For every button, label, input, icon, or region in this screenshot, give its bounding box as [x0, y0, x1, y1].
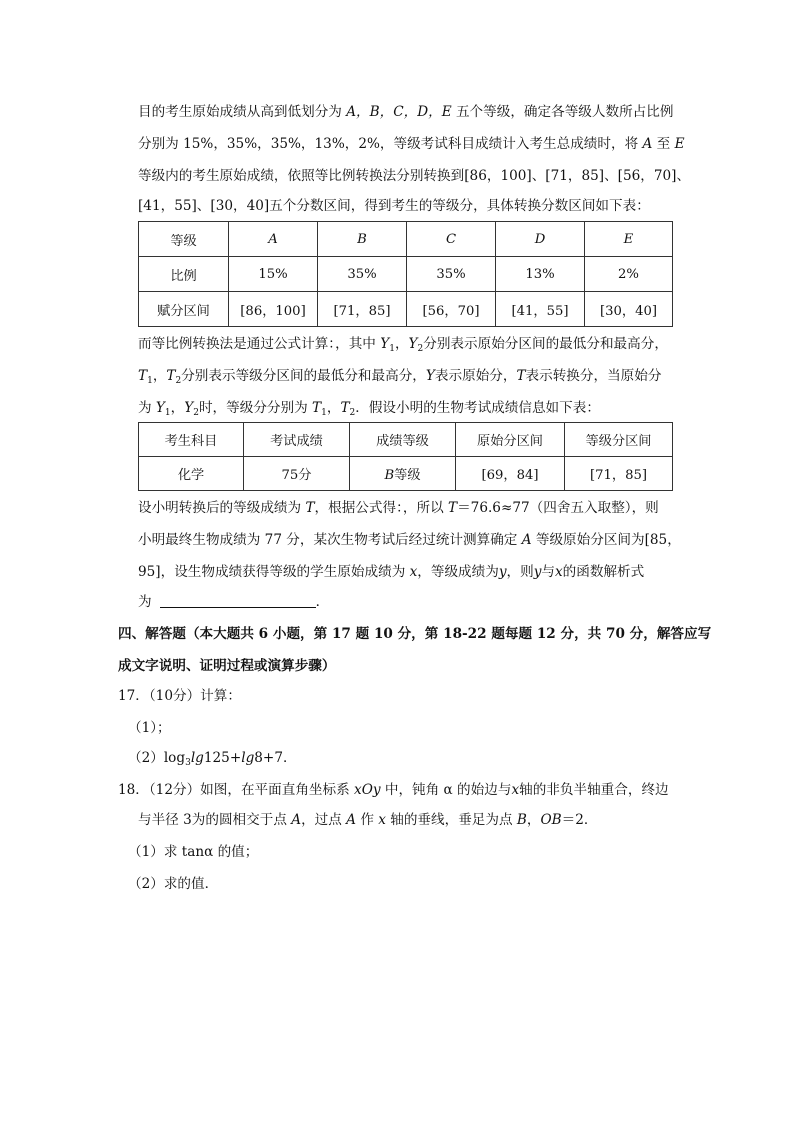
table-cell: 75分 [244, 457, 350, 491]
table-cell: [41，55] [496, 292, 585, 327]
table-cell: 比例 [139, 257, 229, 292]
question-17-part-2: $(2)\log_3\lg 125+\lg 8+7$． [128, 750, 297, 768]
table-cell: [56，70] [407, 292, 496, 327]
table-cell: 等级 [139, 222, 229, 257]
formula-line-3: 为 $Y_1$，$Y_2$时，等级分分别为 $T_1$，$T_2$．假设小明的生物考试成绩信息如下表： [138, 400, 600, 418]
table-cell: 等级分区间 [565, 423, 673, 457]
section-heading-line-2: 成文字说明、证明过程或演算步骤） [118, 658, 336, 674]
table-cell: 原始分区间 [456, 423, 565, 457]
table-header-row [139, 222, 673, 257]
table-cell: B等级 [350, 457, 456, 491]
table-cell: [30，40] [585, 292, 673, 327]
table-cell: 化学 [139, 457, 244, 491]
table-cell: 15% [229, 257, 318, 292]
answer-blank[interactable] [160, 593, 316, 608]
after-line-1: 设小明转换后的等级成绩为 T，根据公式得：，所以 T＝76.6≈77（四舍五入取整），则 [138, 500, 659, 516]
table-cell: 35% [318, 257, 407, 292]
intro-line-1: 目的考生原始成绩从高到低划分为 A，B，C，D，E 五个等级，确定各等级人数所占比例 [138, 104, 674, 120]
after-line-2: 小明最终生物成绩为 77 分，某次生物考试后经过统计测算确定 A 等级原始分区间为[85， [138, 532, 681, 548]
table-cell: B [318, 222, 407, 257]
grade-conversion-table [138, 221, 673, 327]
table-cell: C [407, 222, 496, 257]
table-cell: [86，100] [229, 292, 318, 327]
table-cell: 2% [585, 257, 673, 292]
question-17-part-1: （1）； [128, 720, 171, 736]
after-line-3: 95]，设生物成绩获得等级的学生原始成绩为 x，等级成绩为y，则y与x的函数解析式 [138, 564, 645, 580]
table-row [139, 457, 673, 491]
question-17-heading: 17．（10分）计算： [118, 688, 241, 704]
question-18-part-2: （2）求的值． [128, 876, 219, 892]
question-18-line-1: 18．（12分）如图，在平面直角坐标系 xOy 中，钝角 α 的始边与x轴的非负半轴重合，终边 [118, 782, 669, 798]
table-cell: E [585, 222, 673, 257]
table-header-row [139, 423, 673, 457]
question-18-line-2: 与半径 3为的圆相交于点 A，过点 A 作 x 轴的垂线，垂足为点 B，OB＝2． [138, 812, 598, 828]
question-18-part-1: （1）求 tanα 的值； [128, 844, 259, 860]
table-cell: [71，85] [318, 292, 407, 327]
table-cell: A [229, 222, 318, 257]
after-line-4: 为 ． [138, 594, 330, 610]
table-cell: 赋分区间 [139, 292, 229, 327]
intro-line-2: 分别为 15%，35%，35%，13%，2%，等级考试科目成绩计入考生总成绩时，将 A 至 E [138, 136, 685, 152]
table-cell: [71，85] [565, 457, 673, 491]
table-row [139, 292, 673, 327]
table-cell: 成绩等级 [350, 423, 456, 457]
intro-line-3: 等级内的考生原始成绩，依照等比例转换法分别转换到[86，100]、[71，85]、[56，70]、 [138, 168, 691, 184]
section-heading-line-1: 四、解答题（本大题共 6 小题，第 17 题 10 分，第 18-22 题每题 12 分，共 70 分，解答应写 [118, 626, 712, 642]
formula-line-1: 而等比例转换法是通过公式计算：，其中 $Y_1$，$Y_2$分别表示原始分区间的最低分和最高分， [138, 336, 668, 354]
table-cell: 35% [407, 257, 496, 292]
table-cell: [69，84] [456, 457, 565, 491]
table-row [139, 257, 673, 292]
student-score-table [138, 422, 673, 491]
table-cell: 考生科目 [139, 423, 244, 457]
table-cell: 13% [496, 257, 585, 292]
table-cell: D [496, 222, 585, 257]
intro-line-4: [41，55]、[30，40]五个分数区间，得到考生的等级分，具体转换分数区间如下表： [138, 198, 650, 214]
formula-line-2: $T_1$，$T_2$分别表示等级分区间的最低分和最高分，Y表示原始分，T表示转换分，当原始分 [138, 368, 662, 386]
table-cell: 考试成绩 [244, 423, 350, 457]
